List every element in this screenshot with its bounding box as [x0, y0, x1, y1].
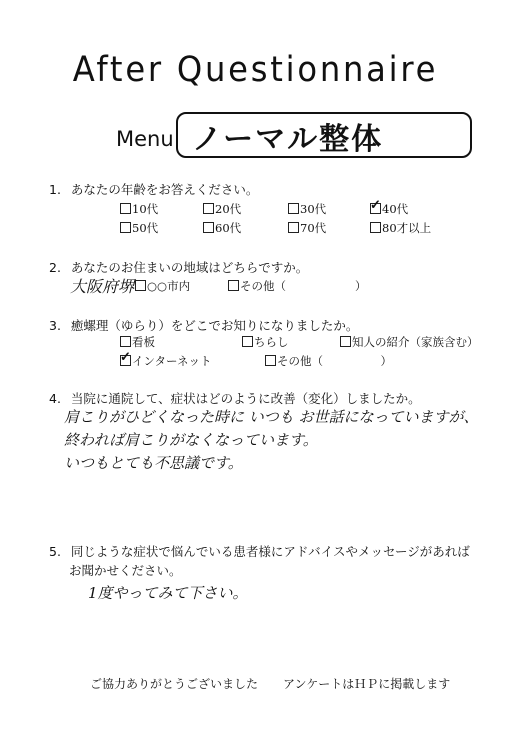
- q3-number: 3.: [49, 318, 61, 333]
- q1-number: 1.: [49, 182, 61, 197]
- q2-number: 2.: [49, 260, 61, 275]
- q2-handwritten-answer: 大阪府堺: [70, 277, 135, 296]
- q5-question: [49, 542, 470, 560]
- q3-text: 癒螺理（ゆらり）をどこでお知りになりましたか。: [70, 318, 359, 333]
- q3-option[interactable]: ちらし: [242, 334, 289, 350]
- page-title: After Questionnaire: [72, 50, 439, 90]
- q1-option[interactable]: 30代: [288, 201, 326, 217]
- checkbox-icon: [135, 280, 146, 291]
- checkbox-icon: [203, 222, 214, 233]
- footer-note: アンケートはＨＰに掲載します: [283, 677, 451, 691]
- q1-question: [49, 180, 258, 198]
- menu-value: ノーマル整体: [192, 122, 384, 157]
- q5-text-line: 同じような症状で悩んでいる患者様にアドバイスやメッセージがあれば: [70, 544, 470, 559]
- checkbox-icon: [340, 336, 351, 347]
- checkbox-icon: [120, 203, 131, 214]
- q2-option[interactable]: ○○市内: [135, 278, 190, 294]
- q4-question: [49, 389, 421, 407]
- q1-option[interactable]: 70代: [288, 220, 326, 236]
- q3-option[interactable]: 知人の紹介（家族含む）: [340, 334, 479, 350]
- checkbox-icon: [288, 203, 299, 214]
- checkbox-checked-icon: [120, 355, 131, 366]
- q3-option[interactable]: 看板: [120, 334, 155, 350]
- checkbox-icon: [228, 280, 239, 291]
- footer-thanks: ご協力ありがとうございました: [90, 677, 259, 691]
- q3-question: [49, 316, 358, 334]
- q3-option[interactable]: その他（ ）: [265, 353, 392, 369]
- q4-text: 当院に通院して、症状はどのように改善（変化）しましたか。: [70, 391, 421, 406]
- checkbox-icon: [242, 336, 253, 347]
- q1-option[interactable]: 80才以上: [370, 220, 431, 236]
- q1-option[interactable]: 20代: [203, 201, 241, 217]
- checkbox-icon: [203, 203, 214, 214]
- q1-option[interactable]: 60代: [203, 220, 241, 236]
- q2-text: あなたのお住まいの地域はどちらですか。: [70, 260, 309, 275]
- checkbox-icon: [120, 336, 131, 347]
- checkbox-icon: [265, 355, 276, 366]
- q5-number: 5.: [49, 544, 61, 559]
- q4-answer-line: 肩こりがひどくなった時に いつも お世話になっていますが、: [64, 408, 479, 426]
- menu-label: Menu: [116, 127, 174, 151]
- q5-answer: 1度やってみて下さい。: [88, 584, 248, 602]
- q3-option[interactable]: ✓インターネット: [120, 353, 211, 369]
- checkbox-icon: [370, 222, 381, 233]
- q1-text: あなたの年齢をお答えください。: [70, 182, 259, 197]
- q1-option[interactable]: 50代: [120, 220, 158, 236]
- q5-text-line: お聞かせください。: [69, 563, 182, 578]
- checkbox-icon: [288, 222, 299, 233]
- q4-answer-line: 終われば肩こりがなくなっています。: [64, 431, 318, 449]
- q4-number: 4.: [49, 391, 61, 406]
- checkbox-checked-icon: [370, 203, 381, 214]
- q1-option[interactable]: 10代: [120, 201, 158, 217]
- q4-answer-line: いつもとても不思議です。: [64, 454, 243, 472]
- q1-option[interactable]: ✓ 40代: [370, 201, 408, 217]
- checkbox-icon: [120, 222, 131, 233]
- q2-option[interactable]: その他（ ）: [228, 278, 367, 294]
